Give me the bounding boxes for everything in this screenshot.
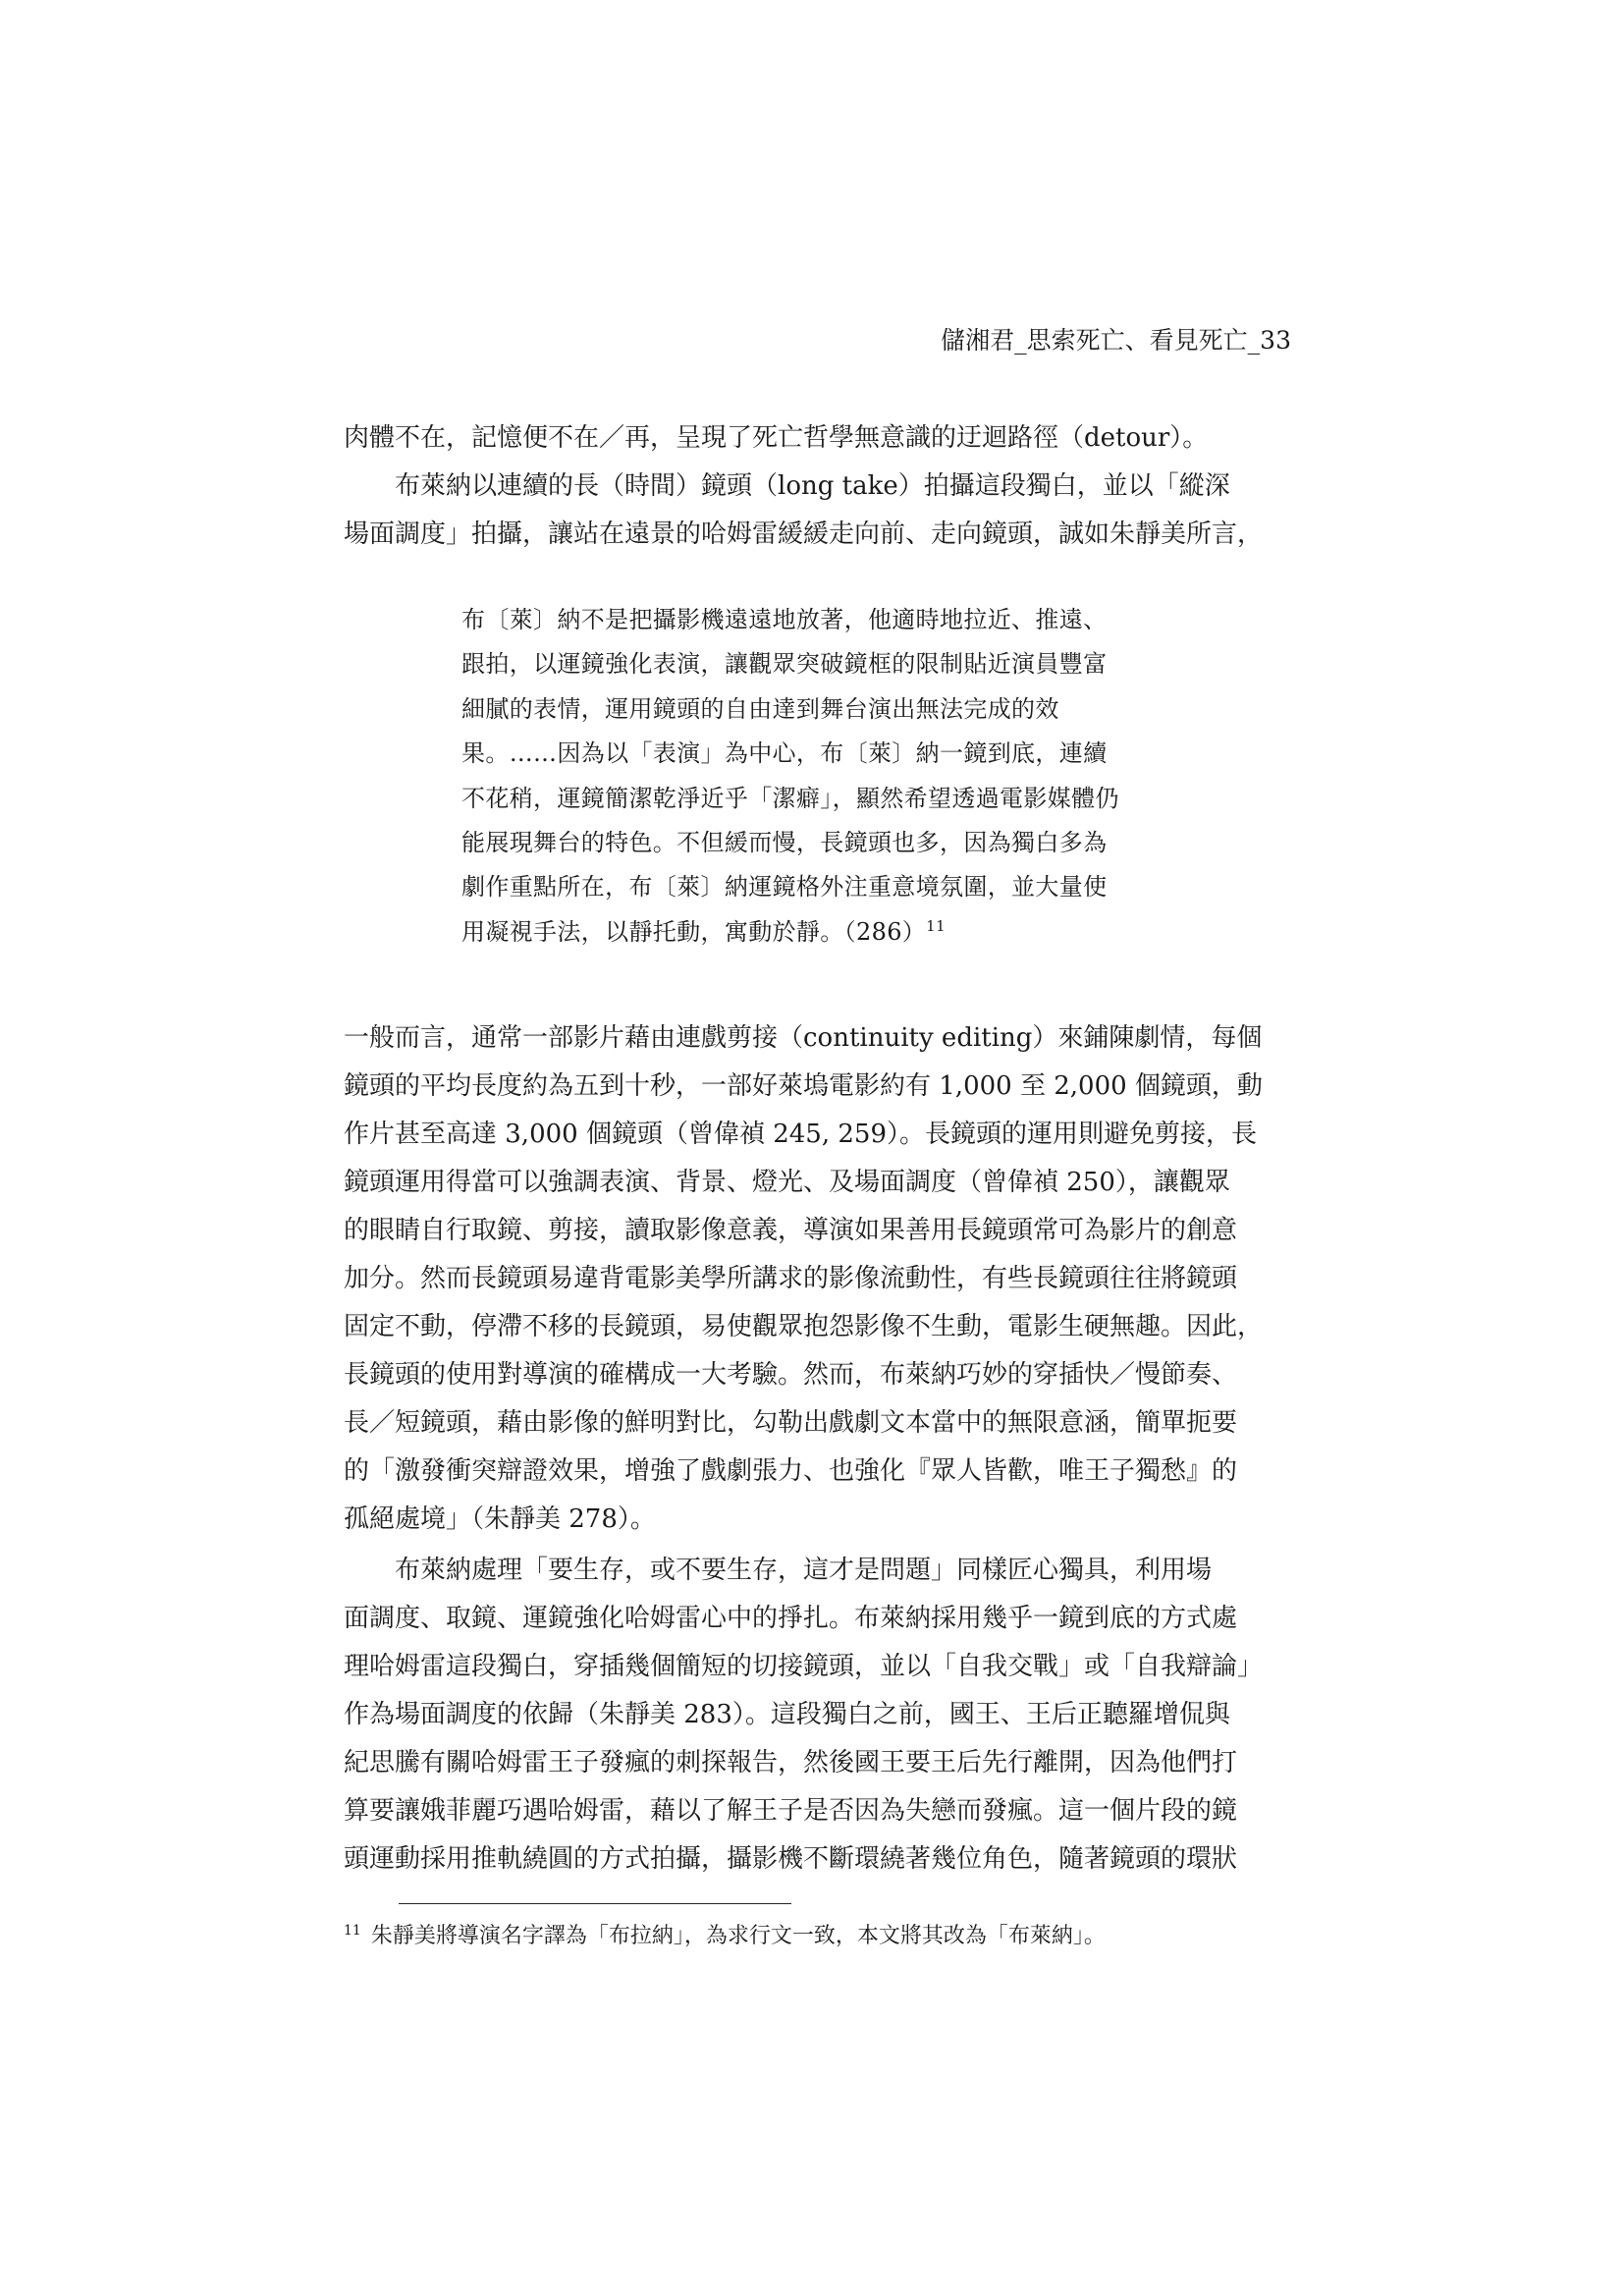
paragraph-line: 頭運動採用推軌繞圓的方式拍攝，攝影機不斷環繞著幾位角色，隨著鏡頭的環狀 [344, 1844, 1238, 1874]
footnote-reference[interactable]: 11 [926, 916, 946, 935]
footnote-divider [399, 1903, 791, 1904]
quote-line: 能展現舞台的特色。不但緩而慢，長鏡頭也多，因為獨白多為 [461, 828, 1108, 856]
paragraph-line: 長／短鏡頭，藉由影像的鮮明對比，勾勒出戲劇文本當中的無限意涵，簡單扼要 [344, 1408, 1238, 1438]
quote-line: 劇作重點所在，布〔萊〕納運鏡格外注重意境氛圍，並大量使 [461, 873, 1108, 902]
paragraph-line: 理哈姆雷這段獨白，穿插幾個簡短的切接鏡頭，並以「自我交戰」或「自我辯論」 [344, 1652, 1264, 1681]
footnote-number: 11 [344, 1922, 361, 1939]
paragraph-line: 鏡頭運用得當可以強調表演、背景、燈光、及場面調度（曾偉禎 250），讓觀眾 [344, 1168, 1230, 1197]
paragraph-line: 紀思騰有關哈姆雷王子發瘋的刺探報告，然後國王要王后先行離開，因為他們打 [344, 1748, 1238, 1777]
paragraph-line: 肉體不在，記憶便不在／再，呈現了死亡哲學無意識的迂迴路徑（detour）。 [344, 423, 1209, 453]
paragraph-line: 孤絕處境」（朱靜美 278）。 [344, 1504, 656, 1534]
paragraph-line: 布萊納處理「要生存，或不要生存，這才是問題」同樣匠心獨具，利用場 [395, 1556, 1213, 1585]
paragraph-line: 作片甚至高達 3,000 個鏡頭（曾偉禎 245, 259）。長鏡頭的運用則避免剪接，長 [344, 1120, 1258, 1149]
quote-line: 不花稍，運鏡簡潔乾淨近乎「潔癖」，顯然希望透過電影媒體仍 [461, 784, 1119, 812]
paragraph-soliloquy [344, 1547, 1291, 1884]
footnote [344, 1921, 1291, 1952]
paragraph-line: 加分。然而長鏡頭易違背電影美學所講求的影像流動性，有些長鏡頭往往將鏡頭 [344, 1264, 1238, 1293]
quote-line: 跟拍，以運鏡強化表演，讓觀眾突破鏡框的限制貼近演員豐富 [461, 650, 1108, 679]
paragraph-line: 的「激發衝突辯證效果，增強了戲劇張力、也強化『眾人皆歡，唯王子獨愁』的 [344, 1456, 1238, 1486]
block-quote [461, 598, 1237, 955]
paragraph-line: 作為場面調度的依歸（朱靜美 283）。這段獨白之前，國王、王后正聽羅增侃與 [344, 1700, 1230, 1729]
paragraph-line: 布萊納以連續的長（時間）鏡頭（long take）拍攝這段獨白，並以「縱深 [395, 471, 1230, 501]
footnote-text: 朱靜美將導演名字譯為「布拉納」，為求行文一致，本文將其改為「布萊納」。 [370, 1924, 1106, 1948]
running-header: 儲湘君_思索死亡、看見死亡_33 [941, 326, 1291, 355]
paragraph-intro [344, 414, 1291, 559]
paragraph-line: 算要讓娥菲麗巧遇哈姆雷，藉以了解王子是否因為失戀而發瘋。這一個片段的鏡 [344, 1796, 1238, 1826]
paragraph-line: 固定不動，停滯不移的長鏡頭，易使觀眾抱怨影像不生動，電影生硬無趣。因此， [344, 1312, 1264, 1341]
quote-line: 布〔萊〕納不是把攝影機遠遠地放著，他適時地拉近、推遠、 [461, 606, 1108, 633]
paragraph-line: 一般而言，通常一部影片藉由連戲剪接（continuity editing）來鋪陳劇情，每個 [344, 1023, 1263, 1053]
quote-line: 細膩的表情，運用鏡頭的自由達到舞台演出無法完成的效 [461, 694, 1059, 723]
paragraph-long-take [344, 1014, 1291, 1544]
paragraph-line: 場面調度」拍攝，讓站在遠景的哈姆雷緩緩走向前、走向鏡頭，誠如朱靜美所言， [344, 519, 1264, 549]
paragraph-line: 面調度、取鏡、運鏡強化哈姆雷心中的掙扎。布萊納採用幾乎一鏡到底的方式處 [344, 1604, 1238, 1633]
quote-line-last [461, 910, 1237, 955]
paragraph-line: 鏡頭的平均長度約為五到十秒，一部好萊塢電影約有 1,000 至 2,000 個鏡頭，動 [344, 1071, 1263, 1101]
quote-line: 果。……因為以「表演」為中心，布〔萊〕納一鏡到底，連續 [461, 739, 1108, 768]
quote-line-text: 用凝視手法，以靜托動，寓動於靜。（286） [461, 917, 927, 946]
paragraph-line: 長鏡頭的使用對導演的確構成一大考驗。然而，布萊納巧妙的穿插快／慢節奏、 [344, 1360, 1238, 1390]
paragraph-line: 的眼睛自行取鏡、剪接，讀取影像意義，導演如果善用長鏡頭常可為影片的創意 [344, 1216, 1238, 1245]
